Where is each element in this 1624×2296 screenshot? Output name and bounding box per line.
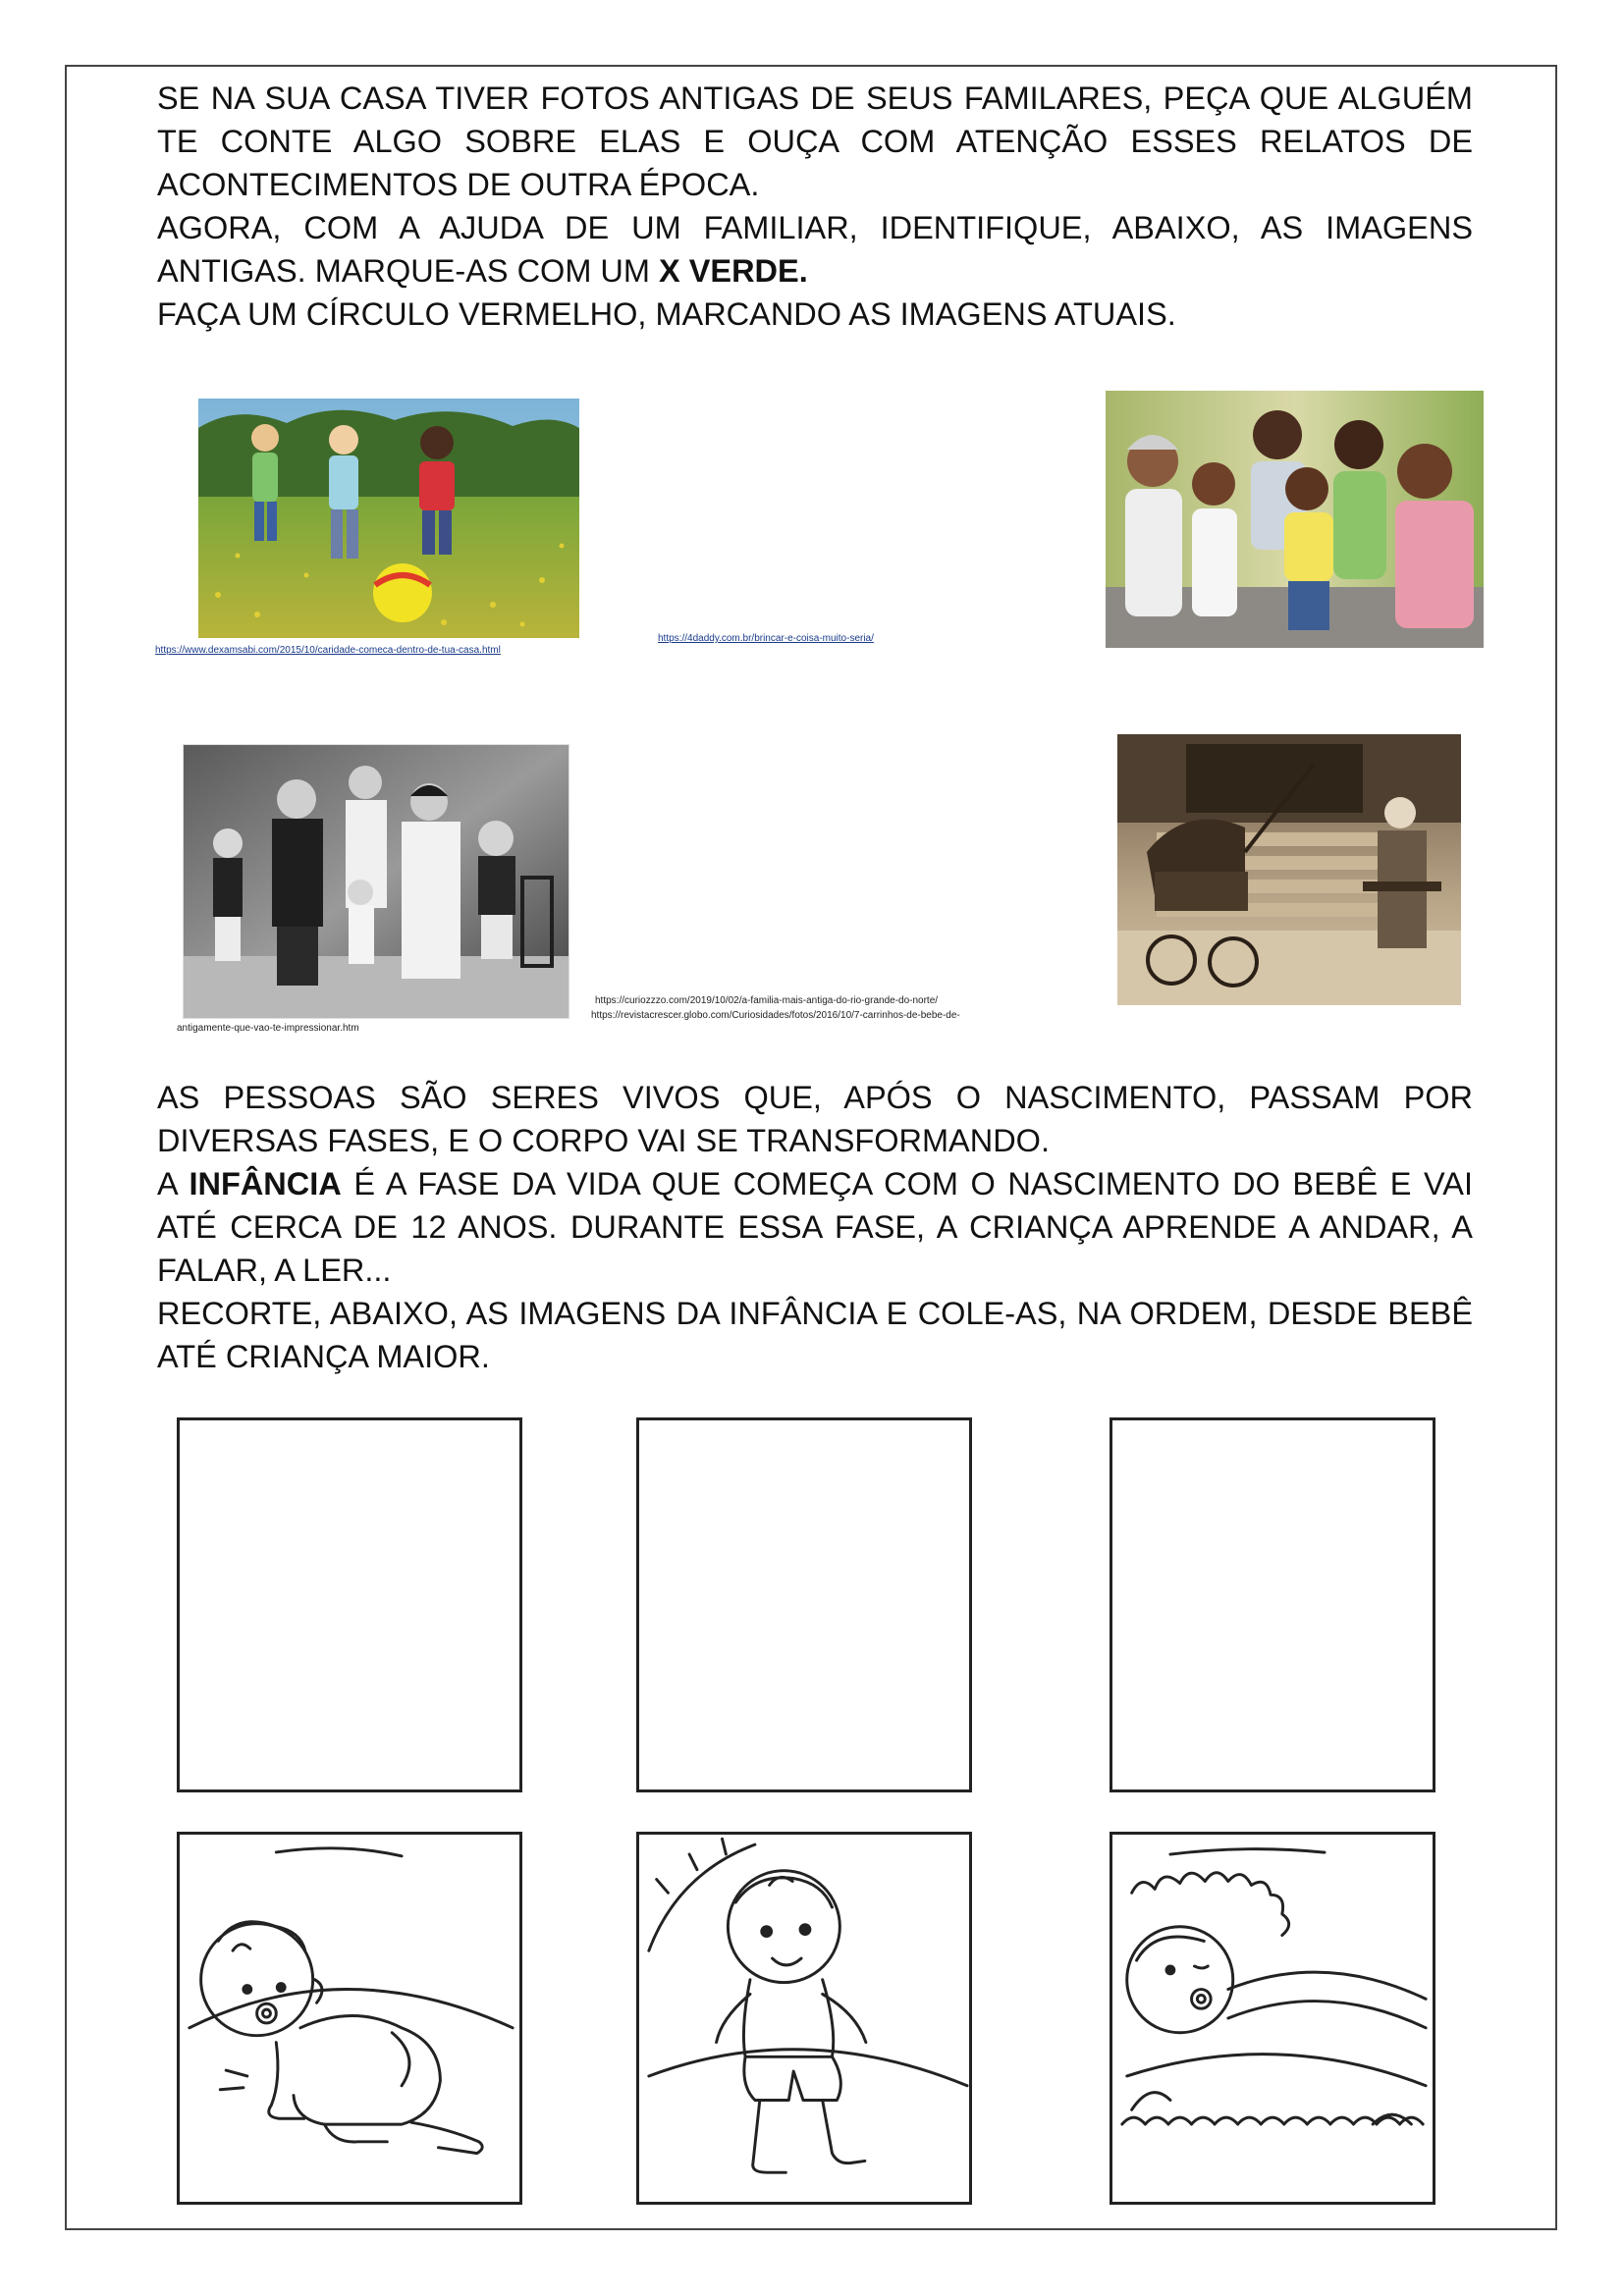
caption-middle-top[interactable]: https://4daddy.com.br/brincar-e-coisa-muito-seria/ bbox=[658, 633, 874, 644]
photo-children-playing bbox=[198, 399, 579, 638]
instruction-green-x: X VERDE. bbox=[659, 253, 808, 289]
drawing-crawling-baby[interactable] bbox=[177, 1832, 522, 2205]
caption-middle-bottom-2: https://revistacrescer.globo.com/Curiosidades/fotos/2016/10/7-carrinhos-de-bebe-de- bbox=[591, 1010, 960, 1021]
paste-box-3[interactable] bbox=[1110, 1417, 1435, 1792]
instruction-mark-old-text: AGORA, COM A AJUDA DE UM FAMILIAR, IDENTIFIQUE, ABAIXO, AS IMAGENS ANTIGAS. MARQUE-AS COM UM bbox=[157, 210, 1473, 289]
paste-box-2[interactable] bbox=[636, 1417, 972, 1792]
instruction-old-photos: SE NA SUA CASA TIVER FOTOS ANTIGAS DE SEUS FAMILARES, PEÇA QUE ALGUÉM TE CONTE ALGO SOBRE ELAS E OUÇA COM ATENÇÃO ESSES RELATOS DE ACONTECIMENTOS DE OUTRA ÉPOCA. bbox=[157, 80, 1473, 202]
instruction-circle-new: FAÇA UM CÍRCULO VERMELHO, MARCANDO AS IMAGENS ATUAIS. bbox=[157, 296, 1176, 332]
paste-box-1[interactable] bbox=[177, 1417, 522, 1792]
photo-old-family bbox=[183, 744, 569, 1019]
caption-old-family: antigamente-que-vao-te-impressionar.htm bbox=[177, 1023, 359, 1034]
caption-middle-bottom-1: https://curiozzzo.com/2019/10/02/a-familia-mais-antiga-do-rio-grande-do-norte/ bbox=[595, 995, 939, 1006]
instruction-cut-paste: RECORTE, ABAIXO, AS IMAGENS DA INFÂNCIA E COLE-AS, NA ORDEM, DESDE BEBÊ ATÉ CRIANÇA MAIOR. bbox=[157, 1296, 1473, 1374]
drawing-walking-toddler[interactable] bbox=[636, 1832, 972, 2205]
instruction-infancia-bold: INFÂNCIA bbox=[189, 1166, 342, 1201]
instruction-mark-old bbox=[157, 206, 1473, 293]
instruction-life-phases: AS PESSOAS SÃO SERES VIVOS QUE, APÓS O NASCIMENTO, PASSAM POR DIVERSAS FASES, E O CORPO VAI SE TRANSFORMANDO. bbox=[157, 1080, 1473, 1158]
instruction-infancia-prefix: A bbox=[157, 1166, 189, 1201]
instruction-infancia bbox=[157, 1162, 1473, 1292]
drawing-sleeping-baby[interactable] bbox=[1110, 1832, 1435, 2205]
photo-old-stroller bbox=[1117, 734, 1461, 1005]
caption-children-playing[interactable]: https://www.dexamsabi.com/2015/10/caridade-comeca-dentro-de-tua-casa.html bbox=[155, 645, 501, 656]
instruction-infancia-suffix: É A FASE DA VIDA QUE COMEÇA COM O NASCIMENTO DO BEBÊ E VAI ATÉ CERCA DE 12 ANOS. DURANTE ESSA FASE, A CRIANÇA APRENDE A ANDAR, A FALAR, A LER... bbox=[157, 1166, 1473, 1288]
photo-modern-family bbox=[1106, 391, 1484, 648]
